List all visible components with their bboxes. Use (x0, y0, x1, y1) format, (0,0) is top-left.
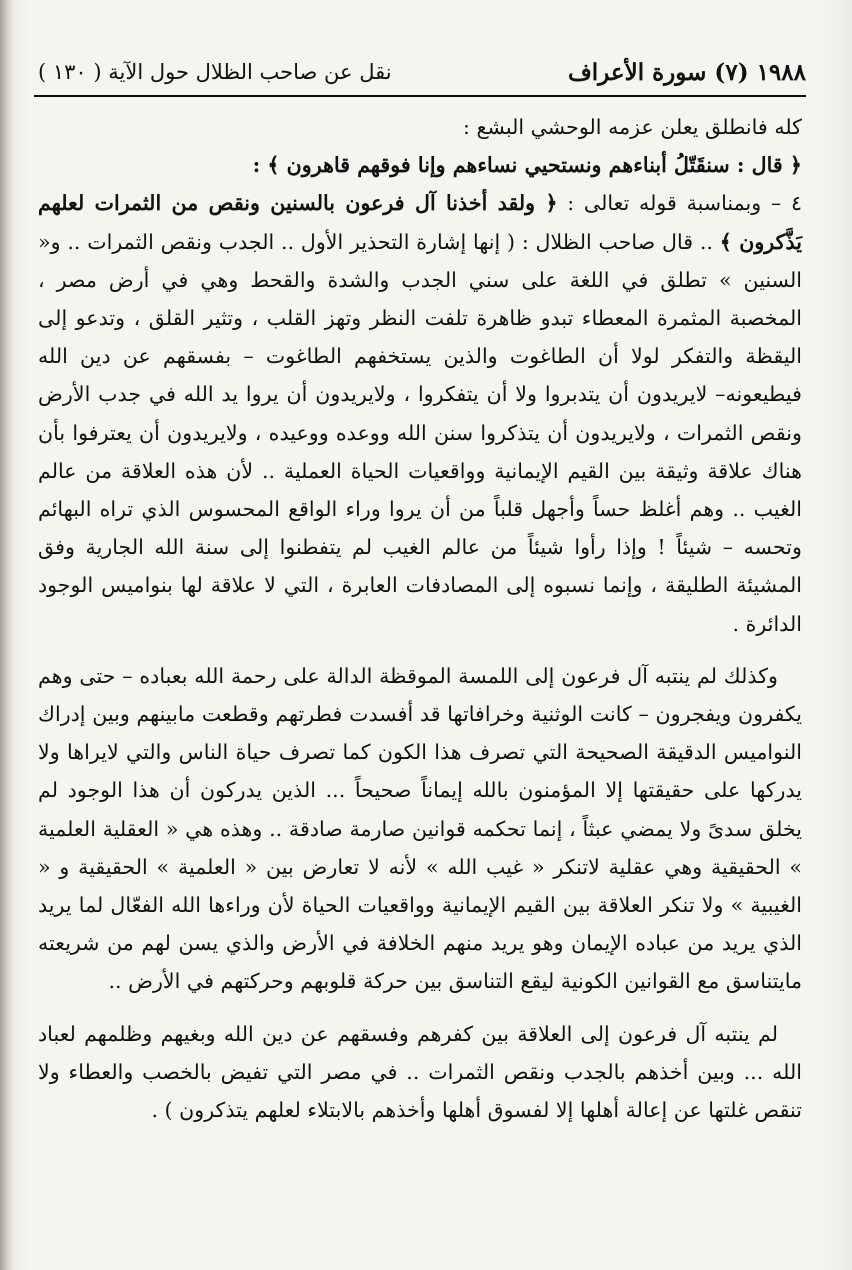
body-text: كله فانطلق يعلن عزمه الوحشي البشع : (463, 115, 802, 139)
paragraph-p1 (38, 108, 802, 146)
paragraph-p5 (38, 1015, 802, 1130)
body-text: ٤ – وبمناسبة قوله تعالى : (557, 191, 802, 216)
section-title: نقل عن صاحب الظلال حول الآية ( ١٣٠ ) (38, 60, 392, 84)
quranic-verse-text: ﴿ قال : سنقَتّلُ أبناءهم ونستحيي نساءهم وإنا فوقهم قاهرون ﴾ : (252, 153, 802, 178)
paragraph-p2 (38, 146, 802, 184)
paragraph-p4 (38, 657, 802, 1001)
page-body (38, 108, 802, 1129)
body-text: وكذلك لم ينتبه آل فرعون إلى اللمسة الموقظة الدالة على رحمة الله بعباده – حتى وهم يكفرون ويفجرون – كانت الوثنية وخرافاتها قد أفسدت فطرتهم وقطعت مابينهم وبين إدراك النواميس الدقيقة الصحيحة التي تصرف هذا الكون كما تصرف حياة الناس والتي لايراها ولا يدركها على حقيقتها إلا المؤمنون بالله إيماناً صحيحاً ... الذين يدركون أن هذا الوجود لم يخلق سدىً ولا يمضي عبثاً ، إنما تحكمه قوانين صارمة صادقة .. وهذه هي « العقلية العلمية » الحقيقية وهي عقلية لاتنكر « غيب الله » لأنه لا تعارض بين « العلمية » الحقيقية و « الغيبية » ولا تنكر العلاقة بين القيم الإيمانية وواقعيات الحياة لأن وراءها الله الفعّال لما يريد الذي يريد من عباده الإيمان وهو يريد منهم الخلافة في الأرض والذي يسن لهم من شريعته مايتناسق مع القوانين الكونية ليقع التناسق بين حركة قلوبهم وحركتهم في الأرض .. (38, 663, 802, 994)
quranic-verse-text: ﴿ ولقد أخذنا آل فرعون بالسنين ونقص من الثمرات لعلهم يَذَّكرون ﴾ (38, 191, 803, 254)
page-header (38, 50, 806, 94)
body-text: لم ينتبه آل فرعون إلى العلاقة بين كفرهم وفسقهم عن دين الله وبغيهم وظلمهم لعباد الله ... وبين أخذهم بالجدب ونقص الثمرات .. في مصر التي تفيض بالخصب والعطاء ولا تنقص غلتها عن إعالة أهلها إلا لفسوق أهلها وأخذهم بالابتلاء لعلهم يتذكرون ) . (38, 1021, 802, 1123)
page-number-and-surah: ١٩٨٨ (٧) سورة الأعراف (567, 58, 806, 86)
page-spine-shadow (0, 0, 14, 1270)
header-divider (34, 95, 806, 97)
body-text: .. قال صاحب الظلال : ( إنها إشارة التحذير الأول .. الجدب ونقص الثمرات .. و« السنين » تطلق في اللغة على سني الجدب والشدة والقحط وهي في أرض مصر ، المخصبة المثمرة المعطاء تبدو ظاهرة تلفت النظر وتهز القلب ، وتثير القلق ، وتدعو إلى اليقظة والتفكر لولا أن الطاغوت والذين يستخفهم الطاغوت – بفسقهم عن دين الله فيطيعونه– لايريدون أن يتدبروا ولا أن يتفكروا ، ولايريدون أن يروا يد الله في جدب الأرض ونقص الثمرات ، ولايريدون أن يتذكروا سنن الله ووعده ووعيده ، ولايريدون أن يعترفوا بأن هناك علاقة وثيقة بين القيم الإيمانية وواقعيات الحياة العملية .. لأن هذه العلاقة من عالم الغيب .. وهم أغلظ حساً وأجهل قلباً من أن يروا وراء الواقع المحسوس الذي تراه البهائم وتحسه – شيئاً ! وإذا رأوا شيئاً من عالم الغيب لم يتفطنوا إلى سنة الله الجارية وفق المشيئة الطليقة ، وإنما نسبوه إلى المصادفات العابرة ، التي لا علاقة لها بنواميس الوجود الدائرة . (38, 229, 802, 636)
paragraph-p3 (38, 184, 802, 642)
